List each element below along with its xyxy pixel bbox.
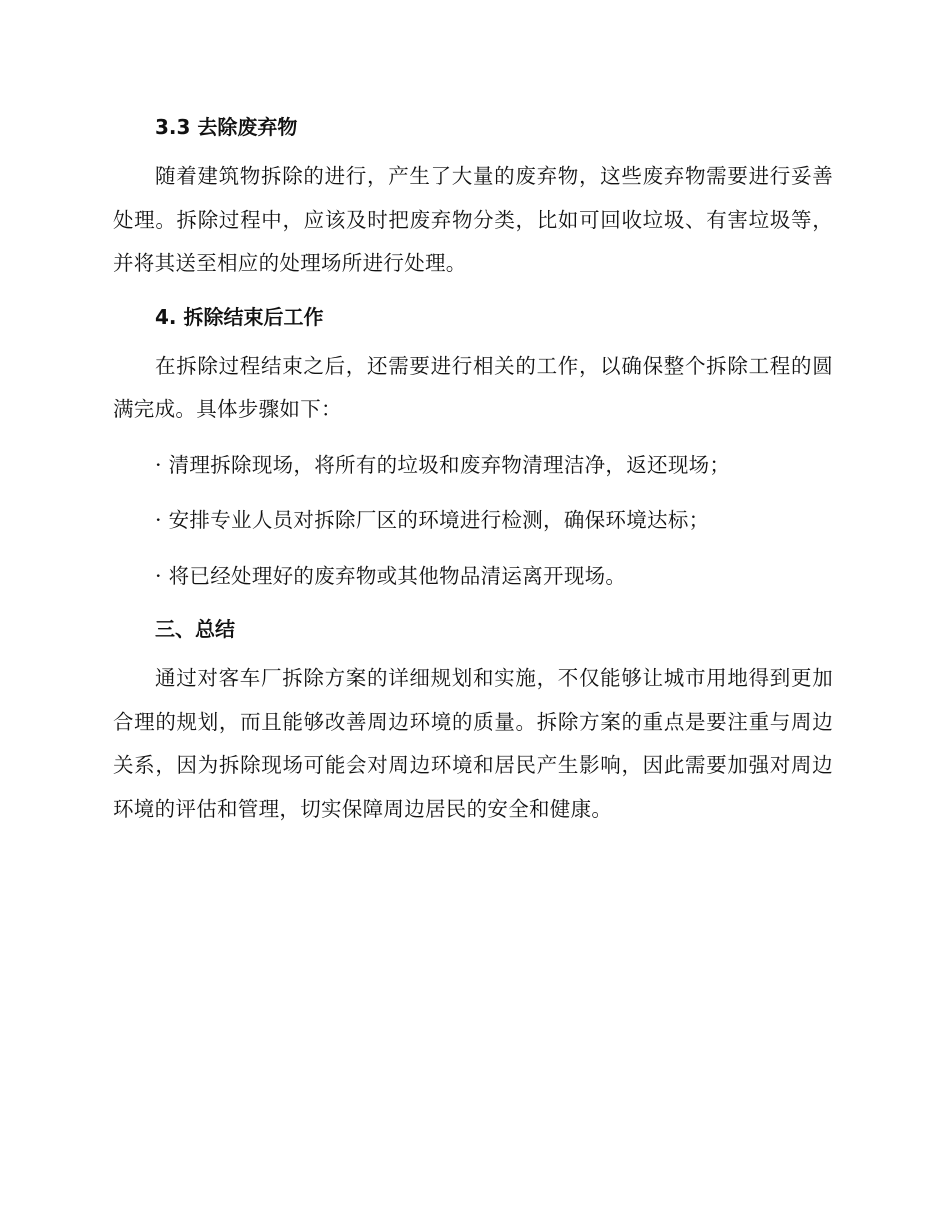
paragraph-line: 圆满完成。具体步骤如下：: [113, 353, 833, 421]
paragraph-summary: [113, 657, 833, 831]
paragraph-line: 善处理。拆除过程中，应该及时把废弃物分类，比如可回收垃圾、有害垃圾: [113, 164, 833, 232]
section-heading-3-3: 3.3 去除废弃物: [155, 115, 298, 139]
document-body: [113, 108, 833, 831]
paragraph-post-demolition: [113, 345, 833, 432]
list-item-removal: · 将已经处理好的废弃物或其他物品清运离开现场。: [155, 563, 627, 588]
section-heading-4: 4. 拆除结束后工作: [155, 304, 324, 329]
list-item-cleanup: · 清理拆除现场，将所有的垃圾和废弃物清理洁净，返还现场；: [155, 452, 731, 477]
list-item-inspection: · 安排专业人员对拆除厂区的环境进行检测，确保环境达标；: [155, 508, 710, 532]
paragraph-line: 通过对客车厂拆除方案的详细规划和实施，不仅能够让城市用地得到更: [155, 666, 813, 690]
paragraph-line: 周边关系，因为拆除现场可能会对周边环境和居民产生影响，因此需要加强: [113, 709, 833, 777]
paragraph-line: 随着建筑物拆除的进行，产生了大量的废弃物，这些废弃物需要进行妥: [155, 164, 813, 188]
paragraph-line: 对周边环境的评估和管理，切实保障周边居民的安全和健康。: [113, 753, 833, 821]
section-heading-summary: 三、总结: [155, 617, 235, 641]
paragraph-waste-removal: [113, 155, 833, 286]
paragraph-line: 等，并将其送至相应的处理场所进行处理。: [113, 207, 833, 275]
paragraph-line: 在拆除过程结束之后，还需要进行相关的工作，以确保整个拆除工程的: [155, 353, 813, 378]
paragraph-line: 加合理的规划，而且能够改善周边环境的质量。拆除方案的重点是要注重与: [113, 666, 833, 734]
